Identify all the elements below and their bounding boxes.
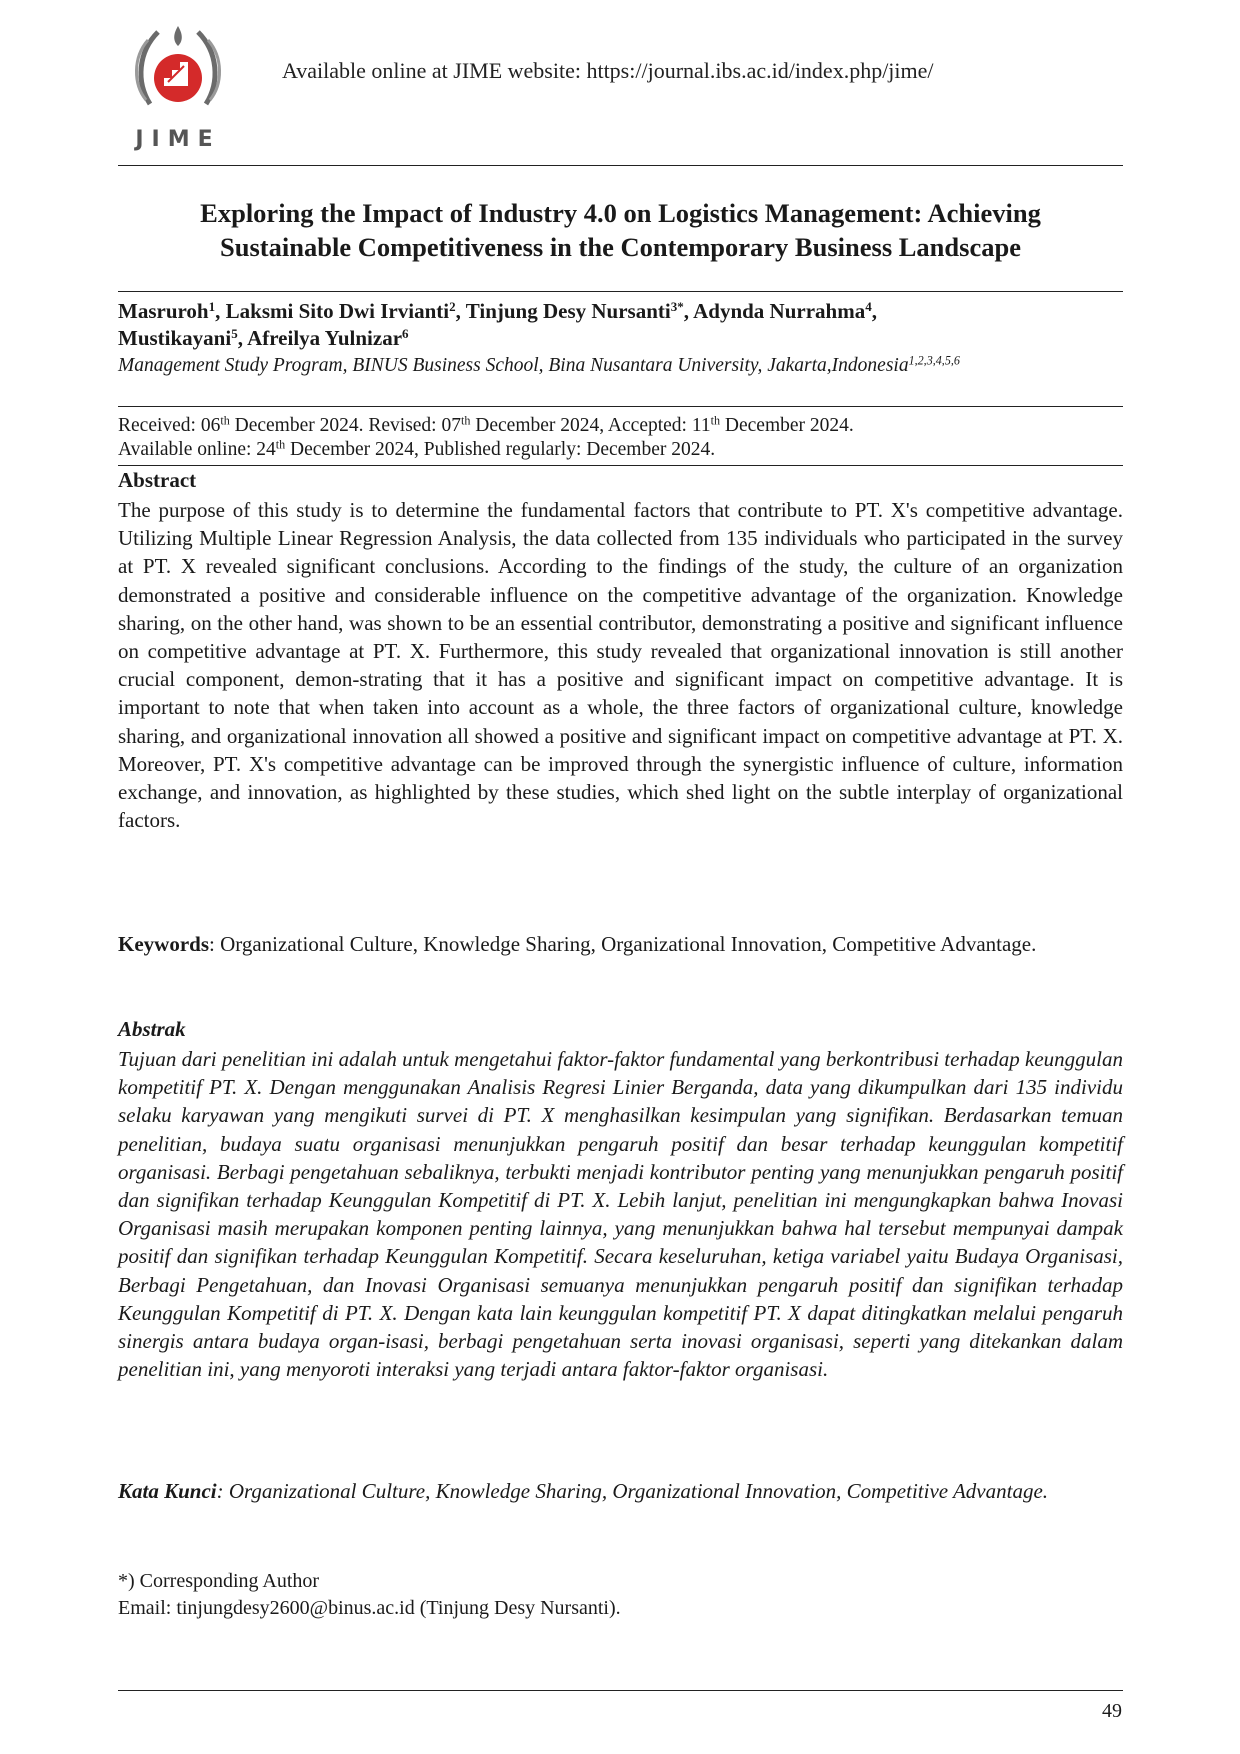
received-text: Received: 06 xyxy=(118,415,221,436)
date-sup: th xyxy=(220,413,230,428)
footer-rule xyxy=(118,1690,1123,1691)
author-sup: 3* xyxy=(670,298,684,314)
author-name: Mustikayani xyxy=(118,326,232,350)
author-sup: 4 xyxy=(865,298,872,314)
revised-text: December 2024. Revised: 07 xyxy=(229,415,461,436)
abstrak-heading: Abstrak xyxy=(118,1017,186,1041)
jime-logo xyxy=(128,22,228,152)
title-line-2: Sustainable Competitiveness in the Contemporary Business Landscape xyxy=(220,232,1021,262)
published-text: December 2024, Published regularly: December 2024. xyxy=(285,439,716,460)
accepted-date-text: December 2024. xyxy=(720,415,854,436)
online-text: Available online: 24 xyxy=(118,439,276,460)
affiliation-text: Management Study Program, BINUS Business School, Bina Nusantara University, Jakarta,Indonesia xyxy=(118,355,909,376)
page-number: 49 xyxy=(1102,1700,1122,1722)
keywords xyxy=(118,930,1123,958)
dates-bottom-rule xyxy=(118,465,1123,466)
received-line xyxy=(118,414,854,438)
affiliation-sup: 1,2,3,4,5,6 xyxy=(908,353,960,368)
date-sup: th xyxy=(710,413,721,428)
author-name: Tinjung Desy Nursanti xyxy=(465,299,671,323)
logo-text: JIME xyxy=(135,127,221,152)
availability-line: Available online at JIME website: https://journal.ibs.ac.id/index.php/jime/ xyxy=(282,58,934,83)
author-name: Afreilya Yulnizar xyxy=(247,326,403,350)
author-sup: 2 xyxy=(449,298,456,314)
footnote xyxy=(118,1568,621,1622)
keywords-text: : Organizational Culture, Knowledge Sharing, Organizational Innovation, Competitive Advantage. xyxy=(209,932,1037,956)
abstrak-text: Tujuan dari penelitian ini adalah untuk mengetahui faktor-faktor fundamental yang berkontribusi terhadap keunggulan kompetitif PT. X. Dengan menggunakan Analisis Regresi Linier Berganda, data yang dikumpulkan dari 135 individu selaku karyawan yang mengikuti survei di PT. X menghasilkan kesimpulan yang signifikan. Berdasarkan temuan penelitian, budaya suatu organisasi menunjukkan pengaruh positif dan besar terhadap keunggulan kompetitif organisasi. Berbagi pengetahuan sebaliknya, terbukti menjadi kontributor penting yang menunjukkan pengaruh positif dan signifikan terhadap Keunggulan Kompetitif di PT. X. Lebih lanjut, penelitian ini mengungkapkan bahwa Inovasi Organisasi masih merupakan komponen penting lainnya, yang menunjukkan bahwa hal tersebut mempunyai dampak positif dan signifikan terhadap Keunggulan Kompetitif. Secara keseluruhan, ketiga variabel yaitu Budaya Organisasi, Berbagi Pengetahuan, dan Inovasi Organisasi semuanya menunjukkan pengaruh positif dan signifikan terhadap Keunggulan Kompetitif di PT. X. Dengan kata lain keunggulan kompetitif PT. X dapat ditingkatkan melalui pengaruh sinergis antara budaya organ-isasi, berbagi pengetahuan serta inovasi organisasi, seperti yang ditekankan dalam penelitian ini, yang menyoroti interaksi yang terjadi antara faktor-faktor organisasi. xyxy=(118,1047,1123,1382)
author-sup: 1 xyxy=(208,298,216,314)
abstract-heading: Abstract xyxy=(118,468,197,492)
author-sup: 5 xyxy=(231,325,238,341)
dates-top-rule xyxy=(118,406,1123,407)
author-line-2: Mustikayani$^5$, Afreilya Yulnizar$^6$ xyxy=(118,325,409,350)
author-name: Laksmi Sito Dwi Irvianti xyxy=(225,299,450,323)
date-sup: th xyxy=(275,437,286,452)
title-rule xyxy=(118,291,1123,292)
keywords-label: Keywords xyxy=(118,932,209,956)
date-sup: th xyxy=(460,413,471,428)
available-line xyxy=(118,438,854,462)
affiliation xyxy=(118,355,960,377)
author-line-1: Masruroh$^1$, Laksmi Sito Dwi Irvianti$^2$, Tinjung Desy Nursanti$^{3*}$, Adynda Nurrahma$^4$, xyxy=(118,298,877,323)
author-list xyxy=(118,298,1123,352)
jime-logo-mark xyxy=(128,22,228,152)
header-rule xyxy=(118,165,1123,166)
abstract-text: The purpose of this study is to determine the fundamental factors that contribute to PT. X's competitive advantage. Utilizing Multiple Linear Regression Analysis, the data collected from 135 individuals who participated in the survey at PT. X revealed significant conclusions. According to the findings of the study, the culture of an organization demonstrated a positive and considerable influence on the competitive advantage of the organization. Knowledge sharing, on the other hand, was shown to be an essential contributor, demonstrating a positive and significant influence on competitive advantage at PT. X. Furthermore, this study revealed that organizational innovation is still another crucial component, demon-strating that it has a positive and significant impact on competitive advantage. It is important to note that when taken into account as a whole, the three factors of organizational culture, knowledge sharing, and organizational innovation all showed a positive and significant impact on competitive advantage at PT. X. Moreover, PT. X's competitive advantage can be improved through the synergistic influence of culture, information exchange, and innovation, as highlighted by these studies, which shed light on the subtle interplay of organizational factors. xyxy=(118,498,1123,833)
author-name: Adynda Nurrahma xyxy=(693,299,866,323)
paper-title xyxy=(118,196,1123,264)
corresponding-author: *) Corresponding Author xyxy=(118,1570,320,1592)
corresponding-email: Email: tinjungdesy2600@binus.ac.id (Tinjung Desy Nursanti). xyxy=(118,1597,621,1619)
accepted-text: December 2024, Accepted: 11 xyxy=(470,415,711,436)
title-line-1: Exploring the Impact of Industry 4.0 on Logistics Management: Achieving xyxy=(200,198,1041,228)
kata-kunci-label: Kata Kunci xyxy=(118,1479,217,1503)
kata-kunci xyxy=(118,1477,1123,1505)
publication-dates xyxy=(118,414,854,462)
author-sup: 6 xyxy=(402,325,409,341)
kata-kunci-text: : Organizational Culture, Knowledge Sharing, Organizational Innovation, Competitive Advantage. xyxy=(216,1479,1049,1503)
author-name: Masruroh xyxy=(118,299,209,323)
